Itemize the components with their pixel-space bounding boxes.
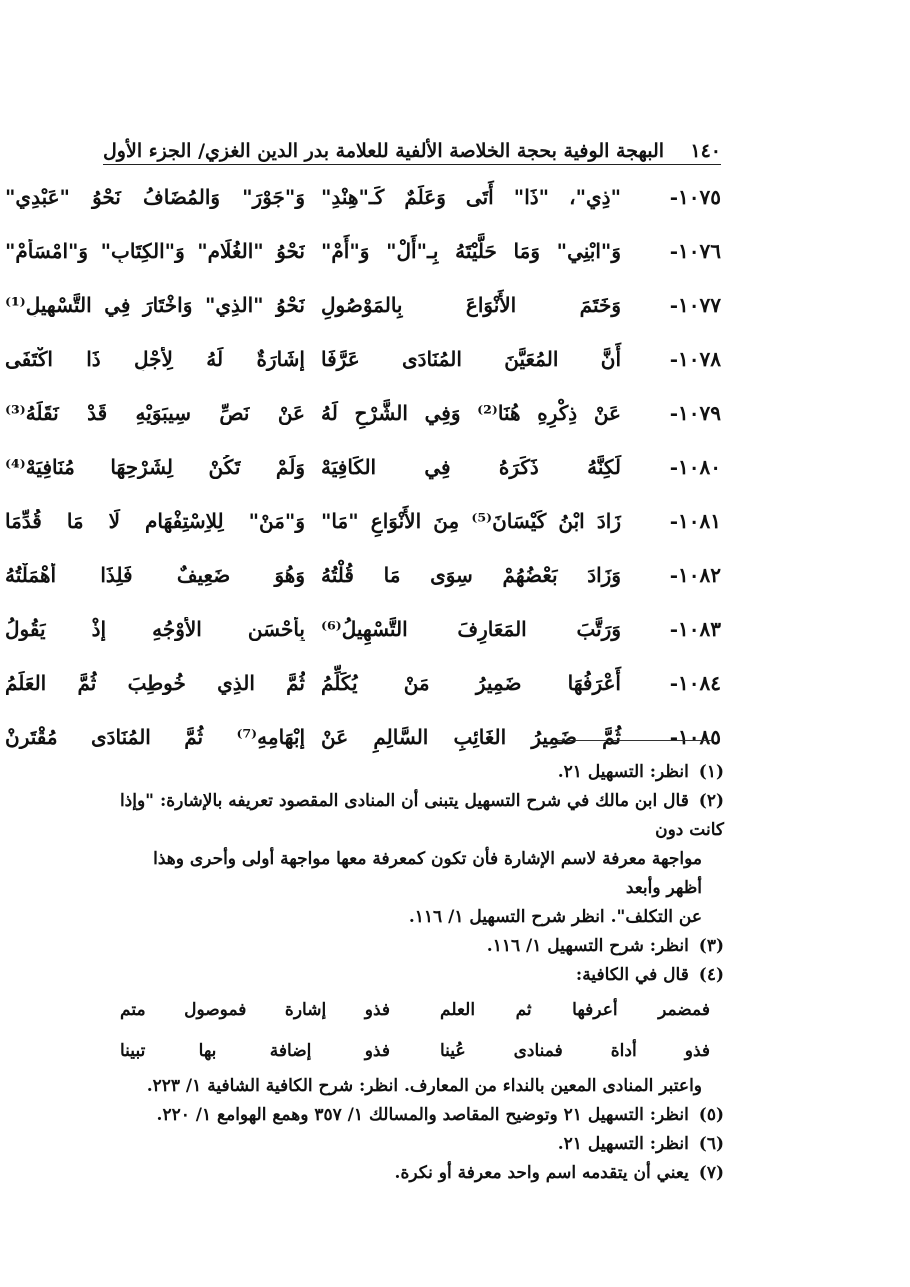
verse-row (5, 494, 721, 548)
footnote (112, 758, 724, 787)
footnote-text: انظر: التسهيل ٢١ وتوضيح المقاصد والمسالك ١/ ٣٥٧ وهمع الهوامع ١/ ٢٢٠. (156, 1105, 689, 1125)
footnote (112, 1101, 724, 1130)
verse-row (5, 656, 721, 710)
running-title: البهجة الوفية بحجة الخلاصة الألفية للعلامة بدر الدين الغزي/ الجزء الأول (103, 140, 665, 162)
quoted-hemistich: فذو إشارة فموصول متم (120, 1000, 390, 1020)
footnote-text: انظر: شرح التسهيل ١/ ١١٦. (486, 936, 689, 956)
verse-number: ١٠٨١- (669, 509, 721, 533)
footnote-mark: (٥) (698, 1105, 724, 1125)
footnote-mark: (٢) (698, 791, 724, 811)
verse-first-hemistich: "ذِي"، "ذَا" أَتَى وَعَلَمٌ كَـ"هِنْدِ" (321, 185, 621, 209)
verse-number: ١٠٨٠- (669, 455, 721, 479)
verse-second-hemistich: ثُمَّ الذِي خُوطِبَ ثُمَّ العَلَمُ (5, 671, 305, 695)
footnote-mark: (٦) (698, 1134, 724, 1154)
footnote-mark: (١) (698, 762, 724, 782)
verse-row (5, 602, 721, 656)
quoted-hemistich: فذو أداة فمنادى عُينا (440, 1041, 710, 1061)
verse-number: ١٠٨٥- (669, 725, 721, 749)
verse-second-hemistich: إِشَارَةٌ لَهُ لِأَجْلِ ذَا اكْتَفَى (5, 347, 305, 371)
footnote-text: انظر: التسهيل ٢١. (557, 1134, 689, 1154)
verse-row (5, 224, 721, 278)
quoted-hemistich: فذو إضافة بها تبينا (120, 1041, 390, 1061)
verse-row (5, 548, 721, 602)
verse-number: ١٠٨٢- (669, 563, 721, 587)
footnote-text: قال ابن مالك في شرح التسهيل يتبنى أن المنادى المقصود تعريفه بالإشارة: "وإذا كانت دون (119, 791, 724, 840)
verse-second-hemistich: وَ"مَنْ" لِلاِسْتِفْهَامِ لَا مَا قُدِّمَا (5, 509, 305, 533)
verse-row (5, 710, 721, 764)
footnote-mark: (٤) (698, 965, 724, 985)
verse-second-hemistich: عَنْ نَصِّ سِيبَوَيْهِ قَدْ نَقَلَهُ⁽³⁾ (5, 401, 305, 425)
page-number: ١٤٠ (690, 140, 721, 162)
footnote-mark: (٧) (698, 1163, 724, 1183)
verse-second-hemistich: وَهُوَ ضَعِيفٌ فَلِذَا أَهْمَلْتُهُ (5, 563, 305, 587)
verse-number: ١٠٧٥- (669, 185, 721, 209)
footnote-text: واعتبر المنادى المعين بالنداء من المعارف. انظر: شرح الكافية الشافية ١/ ٢٢٣. (146, 1076, 702, 1096)
verse-number: ١٠٧٧- (669, 293, 721, 317)
verse-first-hemistich: وَزَادَ بَعْضُهُمْ سِوَى مَا قُلْتُهُ (321, 563, 621, 587)
verse-first-hemistich: ثُمَّ ضَمِيرُ الغَائِبِ السَّالِمِ عَنْ (321, 725, 621, 749)
verse-second-hemistich: بِأَحْسَنِ الأَوْجُهِ إِذْ يَقُولُ (5, 617, 305, 641)
footnote-text: يعني أن يتقدمه اسم واحد معرفة أو نكرة. (394, 1163, 689, 1183)
footnote-separator (558, 740, 712, 741)
footnote (112, 1159, 724, 1188)
verse-first-hemistich: أَعْرَفُهَا ضَمِيرُ مَنْ يُكَلِّمُ (321, 671, 621, 695)
verse-first-hemistich: زَادَ ابْنُ كَيْسَانَ⁽⁵⁾ مِنَ الأَنْوَاعِ "مَا" (321, 509, 622, 533)
verse-first-hemistich: عَنْ ذِكْرِهِ هُنَا⁽²⁾ وَفِي الشَّرْحِ لَهُ (321, 401, 621, 425)
verse-first-hemistich: لَكِنَّهُ ذَكَرَهُ فِي الكَافِيَهْ (321, 455, 621, 479)
footnote (112, 787, 724, 932)
verse-row (5, 278, 721, 332)
quoted-hemistich: فمضمر أعرفها ثم العلم (440, 1000, 710, 1020)
poem-verses (5, 170, 721, 764)
footnote (112, 1130, 724, 1159)
quoted-verse (120, 990, 724, 1031)
footnotes (112, 758, 724, 1188)
verse-row (5, 386, 721, 440)
verse-row (5, 440, 721, 494)
verse-number: ١٠٨٣- (669, 617, 721, 641)
running-header (103, 128, 721, 162)
verse-row (5, 332, 721, 386)
verse-row (5, 170, 721, 224)
verse-second-hemistich: نَحْوُ "الذِي" وَاخْتَارَ فِي التَّسْهِيلِ⁽¹⁾ (5, 293, 305, 317)
verse-first-hemistich: وَخَتَمَ الأَنْوَاعَ بِالمَوْصُولِ (321, 293, 621, 317)
verse-first-hemistich: أَنَّ المُعَيَّنَ المُنَادَى عَرَّفَا (321, 347, 621, 371)
quoted-verse (120, 1031, 724, 1072)
footnote-text: انظر: التسهيل ٢١. (557, 762, 689, 782)
verse-second-hemistich: وَلَمْ تَكُنْ لِشَرْحِهَا مُنَافِيَهْ⁽⁴⁾ (5, 455, 305, 479)
verse-second-hemistich: إِبْهَامِهِ⁽⁷⁾ ثُمَّ المُنَادَى مُقْتَرِنْ (5, 725, 305, 749)
footnote-text: عن التكلف". انظر شرح التسهيل ١/ ١١٦. (408, 907, 702, 927)
verse-number: ١٠٧٦- (669, 239, 721, 263)
verse-number: ١٠٨٤- (669, 671, 721, 695)
verse-first-hemistich: وَ"ابْنِي" وَمَا حَلَّيْتَهُ بِـ"أَلْ" وَ"أَمْ" (321, 239, 621, 263)
verse-first-hemistich: وَرَتَّبَ المَعَارِفَ التَّسْهِيلُ⁽⁶⁾ (321, 617, 621, 641)
footnote-mark: (٣) (698, 936, 724, 956)
verse-second-hemistich: نَحْوُ "الغُلَامِ" وَ"الكِتَابِ" وَ"امْسَأَمْ" (5, 239, 305, 263)
verse-number: ١٠٧٨- (669, 347, 721, 371)
footnote-text: قال في الكافية: (575, 965, 689, 985)
header-rule (103, 164, 721, 165)
verse-number: ١٠٧٩- (669, 401, 721, 425)
footnote-text: مواجهة معرفة لاسم الإشارة فأن تكون كمعرفة معها مواجهة أولى وأحرى وهذا أظهر وأبعد (153, 849, 702, 898)
verse-second-hemistich: وَ"جَوْرَ" وَالمُضَافُ نَحْوُ "عَبْدِي" (5, 185, 305, 209)
footnote (112, 961, 724, 1101)
footnote (112, 932, 724, 961)
